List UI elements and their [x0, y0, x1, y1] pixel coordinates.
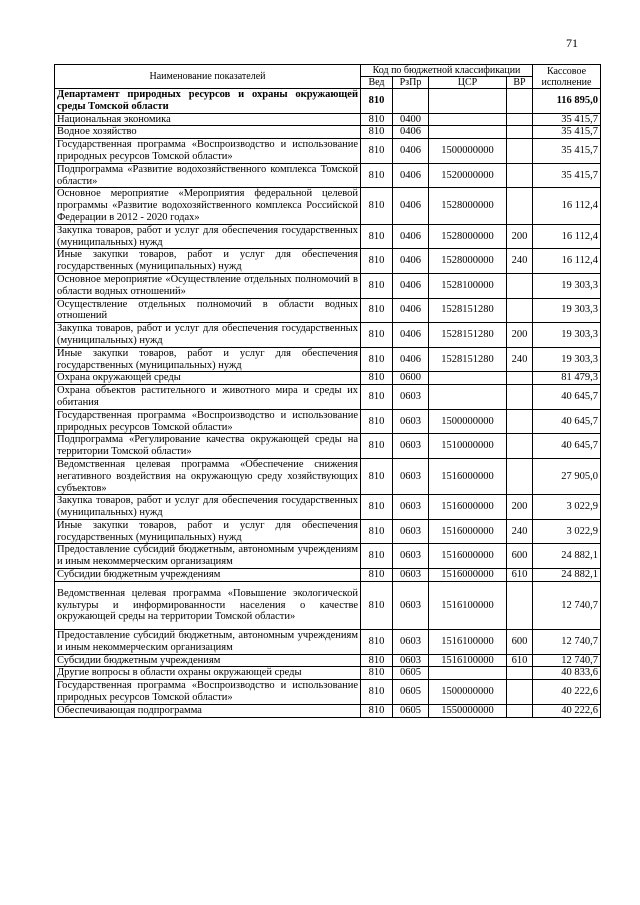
- row-amount: 81 479,3: [533, 372, 601, 385]
- table-row: [55, 569, 601, 582]
- row-amount: 12 740,7: [533, 654, 601, 667]
- row-name: Другие вопросы в области охраны окружающей среды: [55, 667, 361, 680]
- row-csr: [429, 385, 507, 410]
- row-amount: 19 303,3: [533, 347, 601, 372]
- row-rzpr: 0603: [393, 495, 429, 520]
- row-amount: 19 303,3: [533, 323, 601, 348]
- table-row: [55, 89, 601, 114]
- row-csr: 1528000000: [429, 188, 507, 224]
- row-rzpr: 0406: [393, 323, 429, 348]
- row-vr: [507, 113, 533, 126]
- row-vedomstvo: 810: [361, 704, 393, 717]
- row-rzpr: 0603: [393, 434, 429, 459]
- row-amount: 12 740,7: [533, 630, 601, 655]
- row-vedomstvo: 810: [361, 298, 393, 323]
- row-vr: [507, 434, 533, 459]
- table-row: [55, 680, 601, 705]
- row-rzpr: 0603: [393, 409, 429, 434]
- row-name: Основное мероприятие «Осуществление отдельных полномочий в области водных отношений»: [55, 273, 361, 298]
- row-rzpr: 0605: [393, 667, 429, 680]
- row-rzpr: 0600: [393, 372, 429, 385]
- page-number: 71: [566, 36, 578, 50]
- row-vr: [507, 163, 533, 188]
- row-csr: 1516000000: [429, 569, 507, 582]
- row-vedomstvo: 810: [361, 458, 393, 494]
- header-code-group: Код по бюджетной классификации: [361, 65, 533, 77]
- header-vedomstvo: Вед: [361, 77, 393, 89]
- header-name: Наименование показателей: [55, 65, 361, 89]
- row-vedomstvo: 810: [361, 273, 393, 298]
- row-amount: 12 740,7: [533, 581, 601, 629]
- table-row: [55, 667, 601, 680]
- row-vr: [507, 581, 533, 629]
- row-name: Закупка товаров, работ и услуг для обеспечения государственных (муниципальных) нужд: [55, 224, 361, 249]
- row-vedomstvo: 810: [361, 680, 393, 705]
- row-name: Подпрограмма «Развитие водохозяйственного комплекса Томской области»: [55, 163, 361, 188]
- row-name: Иные закупки товаров, работ и услуг для обеспечения государственных (муниципальных) нужд: [55, 249, 361, 274]
- row-csr: 1500000000: [429, 139, 507, 164]
- row-csr: 1516000000: [429, 519, 507, 544]
- table-row: [55, 544, 601, 569]
- row-vedomstvo: 810: [361, 667, 393, 680]
- table-row: [55, 581, 601, 629]
- row-vedomstvo: 810: [361, 519, 393, 544]
- row-csr: 1528100000: [429, 273, 507, 298]
- row-vr: [507, 188, 533, 224]
- row-csr: [429, 113, 507, 126]
- table-row: [55, 434, 601, 459]
- row-name: Национальная экономика: [55, 113, 361, 126]
- row-amount: 3 022,9: [533, 495, 601, 520]
- row-amount: 35 415,7: [533, 139, 601, 164]
- row-vedomstvo: 810: [361, 630, 393, 655]
- row-csr: 1520000000: [429, 163, 507, 188]
- row-vedomstvo: 810: [361, 126, 393, 139]
- row-csr: [429, 89, 507, 114]
- row-amount: 35 415,7: [533, 163, 601, 188]
- row-name: Иные закупки товаров, работ и услуг для обеспечения государственных (муниципальных) нужд: [55, 347, 361, 372]
- row-vr: [507, 409, 533, 434]
- row-csr: 1516100000: [429, 654, 507, 667]
- row-vedomstvo: 810: [361, 224, 393, 249]
- row-name: Государственная программа «Воспроизводство и использование природных ресурсов Томской области»: [55, 680, 361, 705]
- row-vedomstvo: 810: [361, 495, 393, 520]
- row-rzpr: 0603: [393, 385, 429, 410]
- table-row: [55, 113, 601, 126]
- row-amount: 16 112,4: [533, 249, 601, 274]
- row-vedomstvo: 810: [361, 385, 393, 410]
- row-amount: 116 895,0: [533, 89, 601, 114]
- table-row: [55, 298, 601, 323]
- row-vr: 240: [507, 347, 533, 372]
- row-csr: 1516000000: [429, 495, 507, 520]
- row-amount: 40 645,7: [533, 385, 601, 410]
- row-csr: 1528000000: [429, 249, 507, 274]
- row-vr: 200: [507, 224, 533, 249]
- row-vr: [507, 126, 533, 139]
- row-vedomstvo: 810: [361, 163, 393, 188]
- row-vr: 610: [507, 654, 533, 667]
- table-row: [55, 654, 601, 667]
- row-rzpr: 0603: [393, 519, 429, 544]
- table-row: [55, 458, 601, 494]
- row-csr: 1500000000: [429, 680, 507, 705]
- row-csr: 1500000000: [429, 409, 507, 434]
- row-vr: [507, 704, 533, 717]
- row-csr: 1528151280: [429, 323, 507, 348]
- row-vr: [507, 298, 533, 323]
- row-name: Иные закупки товаров, работ и услуг для обеспечения государственных (муниципальных) нужд: [55, 519, 361, 544]
- row-vr: 600: [507, 544, 533, 569]
- row-vedomstvo: 810: [361, 139, 393, 164]
- row-csr: 1510000000: [429, 434, 507, 459]
- row-vr: [507, 458, 533, 494]
- row-csr: [429, 372, 507, 385]
- row-vr: 610: [507, 569, 533, 582]
- row-name: Департамент природных ресурсов и охраны окружающей среды Томской области: [55, 89, 361, 114]
- header-vr: ВР: [507, 77, 533, 89]
- row-name: Субсидии бюджетным учреждениям: [55, 654, 361, 667]
- row-rzpr: 0605: [393, 704, 429, 717]
- row-rzpr: 0603: [393, 458, 429, 494]
- row-name: Предоставление субсидий бюджетным, автономным учреждениям и иным некоммерческим организациям: [55, 544, 361, 569]
- row-vedomstvo: 810: [361, 89, 393, 114]
- row-vr: [507, 89, 533, 114]
- row-vedomstvo: 810: [361, 654, 393, 667]
- row-amount: 19 303,3: [533, 273, 601, 298]
- row-name: Закупка товаров, работ и услуг для обеспечения государственных (муниципальных) нужд: [55, 495, 361, 520]
- row-vedomstvo: 810: [361, 323, 393, 348]
- row-amount: 24 882,1: [533, 569, 601, 582]
- row-rzpr: 0603: [393, 569, 429, 582]
- row-rzpr: 0406: [393, 347, 429, 372]
- row-csr: 1516100000: [429, 630, 507, 655]
- row-name: Государственная программа «Воспроизводство и использование природных ресурсов Томской области»: [55, 409, 361, 434]
- header-csr: ЦСР: [429, 77, 507, 89]
- row-vr: [507, 273, 533, 298]
- row-rzpr: 0603: [393, 544, 429, 569]
- row-vedomstvo: 810: [361, 409, 393, 434]
- table-row: [55, 163, 601, 188]
- table-row: [55, 519, 601, 544]
- table-row: [55, 704, 601, 717]
- row-vr: [507, 372, 533, 385]
- table-row: [55, 323, 601, 348]
- row-rzpr: 0406: [393, 298, 429, 323]
- row-csr: 1528000000: [429, 224, 507, 249]
- row-amount: 40 222,6: [533, 704, 601, 717]
- row-name: Субсидии бюджетным учреждениям: [55, 569, 361, 582]
- row-vedomstvo: 810: [361, 249, 393, 274]
- table-row: [55, 273, 601, 298]
- row-rzpr: 0406: [393, 163, 429, 188]
- row-vedomstvo: 810: [361, 372, 393, 385]
- row-rzpr: 0603: [393, 630, 429, 655]
- row-rzpr: 0406: [393, 273, 429, 298]
- row-vr: [507, 139, 533, 164]
- row-name: Ведомственная целевая программа «Обеспечение снижения негативного воздействия на окружающую среду хозяйствующих субъектов»: [55, 458, 361, 494]
- row-csr: 1516100000: [429, 581, 507, 629]
- row-rzpr: 0406: [393, 139, 429, 164]
- row-amount: 40 222,6: [533, 680, 601, 705]
- row-csr: 1550000000: [429, 704, 507, 717]
- table-header-row: [55, 65, 601, 77]
- row-vedomstvo: 810: [361, 434, 393, 459]
- row-rzpr: 0406: [393, 188, 429, 224]
- row-name: Осуществление отдельных полномочий в области водных отношений: [55, 298, 361, 323]
- row-csr: [429, 126, 507, 139]
- row-vedomstvo: 810: [361, 347, 393, 372]
- row-rzpr: 0400: [393, 113, 429, 126]
- row-amount: 40 833,6: [533, 667, 601, 680]
- row-amount: 19 303,3: [533, 298, 601, 323]
- row-amount: 24 882,1: [533, 544, 601, 569]
- row-vr: [507, 667, 533, 680]
- row-name: Подпрограмма «Регулирование качества окружающей среды на территории Томской области»: [55, 434, 361, 459]
- header-rzpr: РзПр: [393, 77, 429, 89]
- row-vr: [507, 680, 533, 705]
- row-csr: 1528151280: [429, 298, 507, 323]
- row-vedomstvo: 810: [361, 188, 393, 224]
- row-rzpr: [393, 89, 429, 114]
- row-name: Закупка товаров, работ и услуг для обеспечения государственных (муниципальных) нужд: [55, 323, 361, 348]
- row-vedomstvo: 810: [361, 113, 393, 126]
- row-amount: 40 645,7: [533, 434, 601, 459]
- table-row: [55, 126, 601, 139]
- row-vedomstvo: 810: [361, 581, 393, 629]
- row-vr: 240: [507, 519, 533, 544]
- table-row: [55, 409, 601, 434]
- row-name: Ведомственная целевая программа «Повышение экологической культуры и информированности населения о качестве окружающей среды на территории Томской области»: [55, 581, 361, 629]
- row-rzpr: 0406: [393, 126, 429, 139]
- row-amount: 27 905,0: [533, 458, 601, 494]
- row-rzpr: 0406: [393, 249, 429, 274]
- row-vr: 240: [507, 249, 533, 274]
- row-vedomstvo: 810: [361, 569, 393, 582]
- row-rzpr: 0406: [393, 224, 429, 249]
- table-row: [55, 372, 601, 385]
- row-vr: 200: [507, 323, 533, 348]
- row-name: Обеспечивающая подпрограмма: [55, 704, 361, 717]
- row-csr: 1516000000: [429, 544, 507, 569]
- row-amount: 40 645,7: [533, 409, 601, 434]
- row-vr: 600: [507, 630, 533, 655]
- table-row: [55, 139, 601, 164]
- row-rzpr: 0603: [393, 581, 429, 629]
- table-row: [55, 188, 601, 224]
- row-name: Основное мероприятие «Мероприятия федеральной целевой программы «Развитие водохозяйственного комплекса Российской Федерации в 2012 - 2020 годах»: [55, 188, 361, 224]
- row-amount: 16 112,4: [533, 188, 601, 224]
- row-amount: 35 415,7: [533, 113, 601, 126]
- table-row: [55, 495, 601, 520]
- row-name: Государственная программа «Воспроизводство и использование природных ресурсов Томской области»: [55, 139, 361, 164]
- row-name: Охрана объектов растительного и животного мира и среды их обитания: [55, 385, 361, 410]
- header-amount: Кассовое исполнение: [533, 65, 601, 89]
- table-row: [55, 347, 601, 372]
- budget-execution-table: [54, 64, 601, 718]
- row-vr: [507, 385, 533, 410]
- row-csr: 1528151280: [429, 347, 507, 372]
- row-rzpr: 0605: [393, 680, 429, 705]
- table-row: [55, 224, 601, 249]
- table-row: [55, 249, 601, 274]
- row-vr: 200: [507, 495, 533, 520]
- row-rzpr: 0603: [393, 654, 429, 667]
- table-row: [55, 385, 601, 410]
- row-name: Охрана окружающей среды: [55, 372, 361, 385]
- row-vedomstvo: 810: [361, 544, 393, 569]
- row-csr: 1516000000: [429, 458, 507, 494]
- row-amount: 3 022,9: [533, 519, 601, 544]
- table-row: [55, 630, 601, 655]
- row-amount: 35 415,7: [533, 126, 601, 139]
- row-name: Водное хозяйство: [55, 126, 361, 139]
- row-name: Предоставление субсидий бюджетным, автономным учреждениям и иным некоммерческим организациям: [55, 630, 361, 655]
- row-csr: [429, 667, 507, 680]
- row-amount: 16 112,4: [533, 224, 601, 249]
